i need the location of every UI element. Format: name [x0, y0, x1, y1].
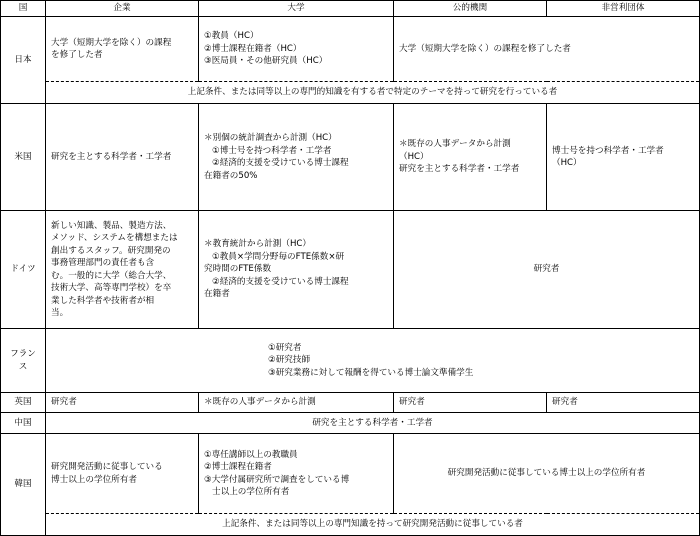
china-row: [1, 413, 700, 434]
japan-row: [1, 17, 700, 82]
korea-note: 上記条件、または同等以上の専門知識を持って研究開発活動に従事している者: [46, 514, 700, 536]
usa-nonprofit-line: （HC）: [552, 158, 582, 168]
header-public-institution: 公的機関: [394, 1, 547, 17]
header-company: 企業: [46, 1, 199, 17]
usa-university-line: ＊別個の統計調査から計測（HC）: [204, 133, 337, 143]
france-line: ②研究技師: [268, 355, 311, 366]
germany-company-line: 新しい知識、製品、製造方法、: [51, 220, 172, 231]
germany-company-line: む。一般的に大学（総合大学、: [51, 270, 172, 281]
country-uk: 英国: [1, 393, 46, 413]
usa-row: [1, 104, 700, 211]
germany-company-line: 技術大学、高等専門学校）を卒: [51, 283, 172, 293]
korea-note-row: [1, 514, 700, 536]
germany-public-nonprofit-cell: 研究者: [394, 211, 700, 329]
header-country: 国: [1, 1, 46, 17]
korea-university-line: 士以上の学位所有者: [212, 487, 290, 497]
germany-company-line: 事務管理部門の責任者も含: [51, 258, 155, 268]
country-france: フランス: [1, 329, 46, 393]
usa-university-line: ①博士号を持つ科学者・工学者: [212, 145, 332, 156]
japan-university-line: ②博士課程在籍者（HC）: [204, 43, 302, 54]
germany-company-line: 当。: [51, 308, 69, 318]
korea-row: [1, 434, 700, 514]
country-usa: 米国: [1, 104, 46, 211]
header-university: 大学: [199, 1, 394, 17]
japan-note-row: [1, 82, 700, 104]
germany-university-line: 究時間のFTE係数: [204, 264, 272, 275]
germany-company-line: 業した科学者や技術者が相: [51, 295, 155, 306]
france-line: ①研究者: [268, 342, 302, 353]
germany-university-cell: [199, 211, 394, 329]
uk-row: [1, 393, 700, 413]
usa-company-cell: 研究を主とする科学者・工学者: [46, 104, 199, 211]
usa-public-cell: [394, 104, 547, 211]
germany-university-line: ②経済的支援を受けている博士課程: [212, 276, 349, 287]
country-china: 中国: [1, 413, 46, 434]
uk-university-cell: ＊既存の人事データから計測: [199, 393, 394, 413]
japan-note: 上記条件、または同等以上の専門的知識を有する者で特定のテーマを持って研究を行っている者: [46, 82, 700, 104]
japan-company-cell: [46, 17, 199, 82]
country-japan: 日本: [1, 17, 46, 104]
japan-university-cell: [199, 17, 394, 82]
usa-university-line: ②経済的支援を受けている博士課程: [212, 158, 349, 168]
country-korea: 韓国: [1, 434, 46, 536]
germany-company-line: 創出するスタッフ。研究開発の: [51, 245, 171, 256]
usa-nonprofit-cell: [547, 104, 700, 211]
korea-university-line: ②博士課程在籍者: [204, 462, 272, 472]
china-all-cell: 研究を主とする科学者・工学者: [46, 413, 700, 434]
usa-public-line: ＊既存の人事データから計測: [399, 139, 511, 150]
country-germany: ドイツ: [1, 211, 46, 329]
japan-university-line: ③医局員・その他研究員（HC）: [204, 56, 328, 67]
korea-university-cell: [199, 434, 394, 514]
usa-university-line: 在籍者の50%: [204, 170, 258, 181]
uk-nonprofit-cell: 研究者: [547, 393, 700, 413]
uk-company-cell: 研究者: [46, 393, 199, 413]
korea-company-cell: [46, 434, 199, 514]
korea-university-line: ①専任講師以上の教職員: [204, 449, 298, 460]
germany-row: [1, 211, 700, 329]
header-nonprofit: 非営利団体: [547, 1, 700, 17]
germany-university-line: ＊教育統計から計測（HC）: [204, 239, 311, 250]
uk-public-cell: 研究者: [394, 393, 547, 413]
france-row: [1, 329, 700, 393]
korea-company-line: 研究開発活動に従事している: [51, 462, 163, 472]
germany-university-line: ①教員×学問分野毎のFTE係数×研: [212, 251, 345, 262]
japan-university-line: ①教員（HC）: [204, 31, 259, 42]
usa-nonprofit-line: 博士号を持つ科学者・工学者: [552, 145, 664, 156]
japan-company-line: を修了した者: [51, 50, 103, 60]
korea-public-nonprofit-cell: 研究開発活動に従事している博士以上の学位所有者: [394, 434, 700, 514]
japan-public-nonprofit-cell: 大学（短期大学を除く）の課程を修了した者: [394, 17, 700, 82]
korea-company-line: 博士以上の学位所有者: [51, 474, 137, 485]
header-row: [1, 1, 700, 17]
germany-company-line: メソッド、システムを構想または: [51, 233, 178, 243]
usa-university-cell: [199, 104, 394, 211]
france-all-cell: [46, 329, 700, 393]
japan-company-line: 大学（短期大学を除く）の課程: [51, 37, 172, 48]
korea-university-line: ③大学付属研究所で調査をしている博: [204, 474, 350, 485]
france-line: ③研究業務に対して報酬を得ている博士論文準備学生: [268, 367, 474, 378]
germany-university-line: 在籍者: [204, 289, 230, 300]
usa-public-line: （HC）: [399, 151, 429, 162]
usa-public-line: 研究を主とする科学者・工学者: [399, 164, 520, 175]
germany-company-cell: [46, 211, 199, 329]
